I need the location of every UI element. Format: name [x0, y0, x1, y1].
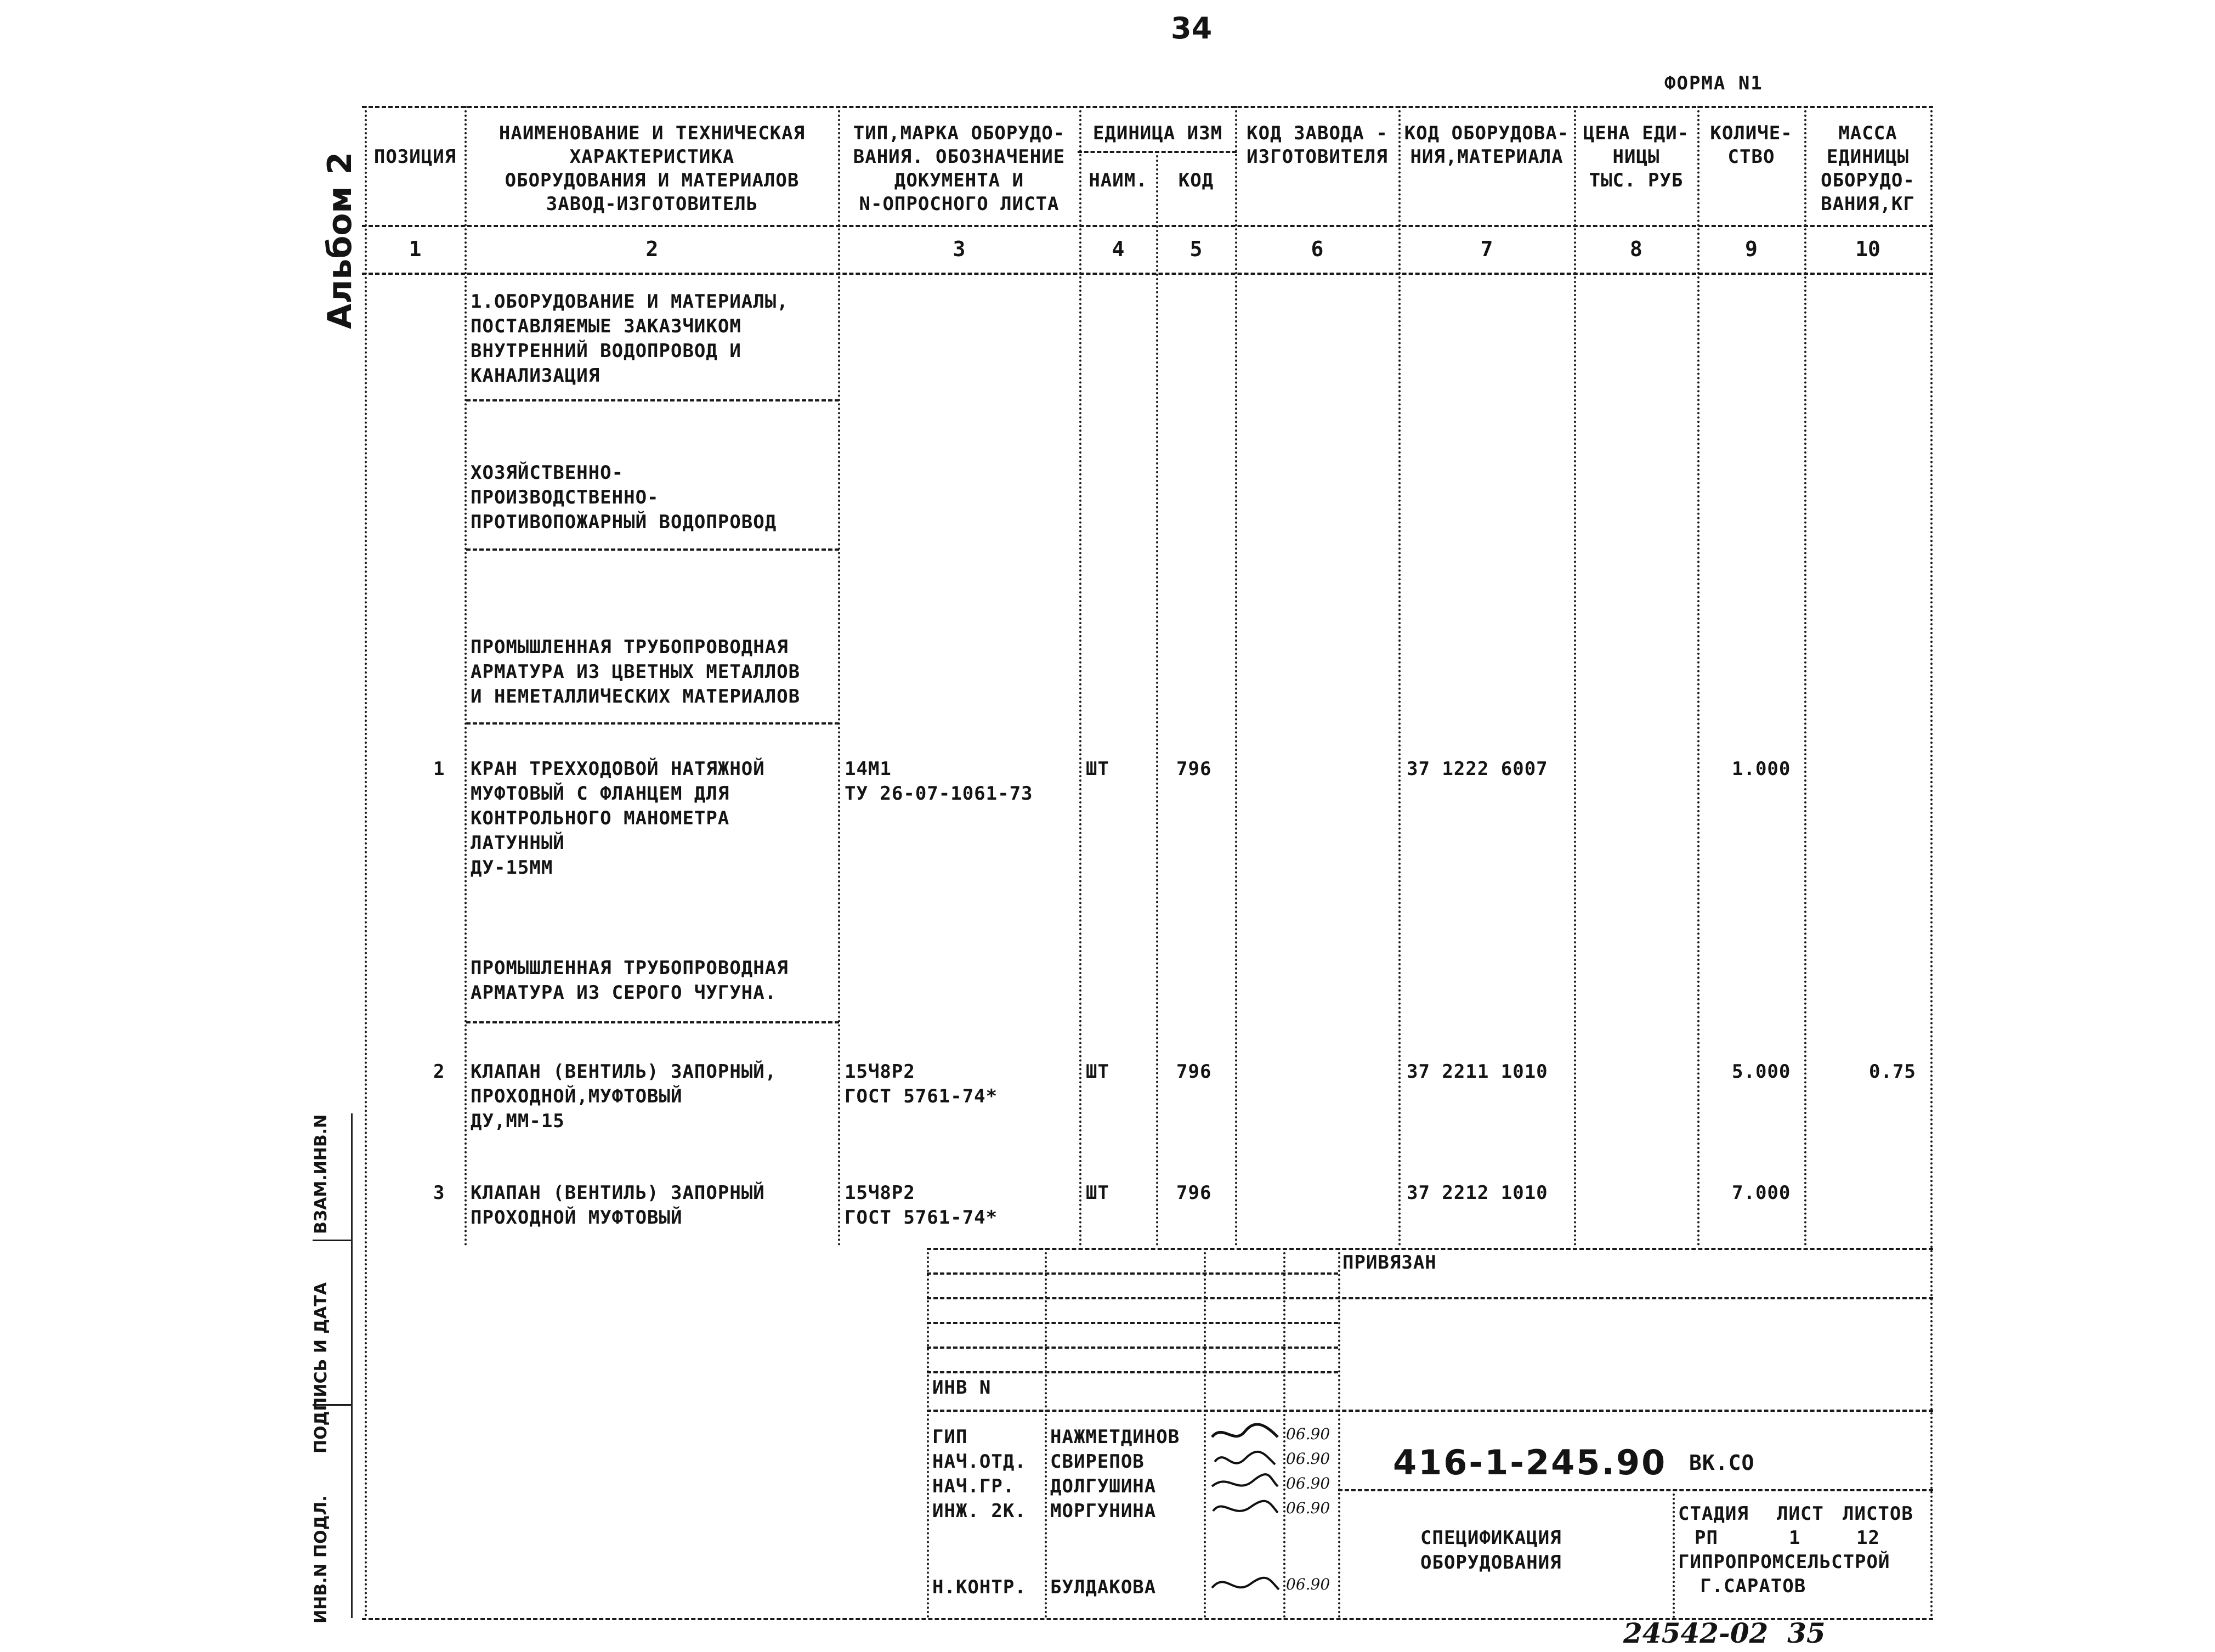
margin-label-vzam-inv: ВЗАМ.ИНВ.N: [311, 1114, 331, 1234]
col-border: [838, 106, 840, 1247]
item-type: 15Ч8Р2 ГОСТ 5761-74*: [845, 1061, 998, 1107]
album-label: Альбом 2: [321, 151, 359, 329]
col-number: 4: [1112, 237, 1125, 261]
sheet-label: ЛИСТ: [1777, 1503, 1824, 1525]
item-equipment-code: 37 1222 6007: [1407, 758, 1548, 780]
signer-role: НАЧ.ГР.: [932, 1475, 1015, 1497]
col-number: 1: [409, 237, 422, 261]
item-quantity: 1.000: [1732, 758, 1791, 780]
signer-name: НАЖМЕТДИНОВ: [1050, 1426, 1180, 1448]
section-rule: [466, 722, 839, 725]
header-col-6: КОД ЗАВОДА - ИЗГОТОВИТЕЛЯ: [1247, 122, 1388, 168]
signer-name: СВИРЕПОВ: [1050, 1451, 1145, 1473]
inv-number-label: ИНВ N: [932, 1377, 992, 1399]
section-rule: [466, 399, 839, 401]
item-position: 2: [433, 1061, 445, 1083]
item-type: 15Ч8Р2 ГОСТ 5761-74*: [845, 1182, 998, 1229]
col-border: [1156, 151, 1158, 1247]
col-number: 6: [1311, 237, 1324, 261]
document-suffix: ВК.СО: [1689, 1451, 1755, 1475]
city: Г.САРАТОВ: [1700, 1575, 1806, 1597]
col-border: [1398, 106, 1401, 1247]
header-col-9: КОЛИЧЕ- СТВО: [1710, 122, 1793, 168]
item-quantity: 7.000: [1732, 1182, 1791, 1204]
organization: ГИПРОПРОМСЕЛЬСТРОЙ: [1678, 1551, 1890, 1573]
header-col-5: КОД: [1178, 169, 1214, 191]
item-type: 14М1 ТУ 26-07-1061-73: [845, 758, 1033, 805]
signer-date: 06.90: [1286, 1474, 1330, 1492]
section-heading: ПРОМЫШЛЕННАЯ ТРУБОПРОВОДНАЯ АРМАТУРА ИЗ ЦВЕТНЫХ МЕТАЛЛОВ И НЕМЕТАЛЛИЧЕСКИХ МАТЕРИАЛОВ: [471, 636, 801, 708]
signer-date: 06.90: [1286, 1575, 1330, 1593]
item-unit-name: ШТ: [1086, 1182, 1109, 1204]
col-number: 8: [1630, 237, 1642, 261]
signer-date: 06.90: [1286, 1425, 1330, 1443]
signer-date: 06.90: [1286, 1450, 1330, 1468]
col-number: 7: [1480, 237, 1493, 261]
item-name: КЛАПАН (ВЕНТИЛЬ) ЗАПОРНЫЙ ПРОХОДНОЙ МУФТОВЫЙ: [471, 1182, 765, 1229]
item-mass: 0.75: [1869, 1061, 1916, 1083]
stage-value: РП: [1695, 1527, 1718, 1549]
privyazan-label: ПРИВЯЗАН: [1342, 1252, 1437, 1274]
col-number: 10: [1855, 237, 1880, 261]
signer-role: Н.КОНТР.: [932, 1576, 1027, 1598]
sheets-label: ЛИСТОВ: [1843, 1503, 1913, 1525]
item-unit-code: 796: [1176, 758, 1212, 780]
header-col-1: ПОЗИЦИЯ: [373, 146, 457, 168]
col-number: 5: [1189, 237, 1203, 261]
stage-label: СТАДИЯ: [1678, 1503, 1749, 1525]
col-border: [1697, 106, 1700, 1247]
section-rule: [466, 1021, 839, 1023]
document-code: 416-1-245.90: [1393, 1442, 1667, 1483]
col-border: [464, 106, 467, 1247]
sheet-value: 1: [1789, 1527, 1801, 1549]
signer-name: ДОЛГУШИНА: [1050, 1475, 1157, 1497]
col-number: 2: [645, 237, 659, 261]
signer-date: 06.90: [1286, 1499, 1330, 1517]
section-heading: ХОЗЯЙСТВЕННО- ПРОИЗВОДСТВЕННО- ПРОТИВОПОЖАРНЫЙ ВОДОПРОВОД: [471, 462, 777, 533]
signer-role: ГИП: [932, 1426, 968, 1448]
item-position: 1: [433, 758, 445, 780]
item-quantity: 5.000: [1732, 1061, 1791, 1083]
signer-role: ИНЖ. 2К.: [932, 1500, 1027, 1522]
signer-name: БУЛДАКОВА: [1050, 1576, 1157, 1598]
col-border: [365, 106, 367, 1618]
item-unit-name: ШТ: [1086, 1061, 1109, 1083]
margin-label-inv-podl: ИНВ.N ПОДЛ.: [311, 1495, 331, 1623]
section-heading: 1.ОБОРУДОВАНИЕ И МАТЕРИАЛЫ, ПОСТАВЛЯЕМЫЕ ЗАКАЗЧИКОМ ВНУТРЕННИЙ ВОДОПРОВОД И КАНАЛИЗАЦИЯ: [471, 291, 789, 387]
item-unit-name: ШТ: [1086, 758, 1109, 780]
header-col-4: НАИМ.: [1089, 169, 1148, 191]
header-col-3: ТИП,МАРКА ОБОРУДО- ВАНИЯ. ОБОЗНАЧЕНИЕ ДОКУМЕНТА И N-ОПРОСНОГО ЛИСТА: [853, 122, 1066, 215]
col-border: [1079, 106, 1081, 1247]
section-rule: [466, 548, 839, 551]
item-position: 3: [433, 1182, 445, 1204]
form-label: ФОРМА N1: [1664, 72, 1763, 94]
signer-name: МОРГУНИНА: [1050, 1500, 1157, 1522]
item-unit-code: 796: [1176, 1061, 1212, 1083]
header-col-10: МАССА ЕДИНИЦЫ ОБОРУДО- ВАНИЯ,КГ: [1821, 122, 1915, 215]
document-title: СПЕЦИФИКАЦИЯ ОБОРУДОВАНИЯ: [1420, 1527, 1562, 1574]
item-equipment-code: 37 2212 1010: [1407, 1182, 1548, 1204]
sheets-value: 12: [1856, 1527, 1880, 1549]
col-border: [1930, 106, 1933, 1618]
bottom-stamp: 24542-02 35: [1623, 1617, 1826, 1649]
col-border: [1574, 106, 1576, 1247]
col-number: 9: [1745, 237, 1758, 261]
col-border: [1235, 106, 1237, 1247]
header-unit-group: ЕДИНИЦА ИЗМ: [1092, 122, 1223, 144]
item-name: КРАН ТРЕХХОДОВОЙ НАТЯЖНОЙ МУФТОВЫЙ С ФЛАНЦЕМ ДЛЯ КОНТРОЛЬНОГО МАНОМЕТРА ЛАТУННЫЙ ДУ-15ММ: [471, 758, 765, 879]
margin-label-signature-date: ПОДПИСЬ И ДАТА: [311, 1282, 331, 1453]
header-col-7: КОД ОБОРУДОВА- НИЯ,МАТЕРИАЛА: [1404, 122, 1570, 168]
section-heading: ПРОМЫШЛЕННАЯ ТРУБОПРОВОДНАЯ АРМАТУРА ИЗ СЕРОГО ЧУГУНА.: [471, 957, 789, 1004]
item-name: КЛАПАН (ВЕНТИЛЬ) ЗАПОРНЫЙ, ПРОХОДНОЙ,МУФТОВЫЙ ДУ,ММ-15: [471, 1061, 777, 1132]
page-number: 34: [1171, 11, 1213, 46]
header-col-8: ЦЕНА ЕДИ- НИЦЫ ТЫС. РУБ: [1583, 122, 1690, 191]
col-border: [1804, 106, 1806, 1247]
col-number: 3: [953, 237, 966, 261]
signer-role: НАЧ.ОТД.: [932, 1451, 1027, 1473]
item-unit-code: 796: [1176, 1182, 1212, 1204]
header-col-2: НАИМЕНОВАНИЕ И ТЕХНИЧЕСКАЯ ХАРАКТЕРИСТИКА ОБОРУДОВАНИЯ И МАТЕРИАЛОВ ЗАВОД-ИЗГОТОВИТЕЛЬ: [498, 122, 806, 215]
item-equipment-code: 37 2211 1010: [1407, 1061, 1548, 1083]
